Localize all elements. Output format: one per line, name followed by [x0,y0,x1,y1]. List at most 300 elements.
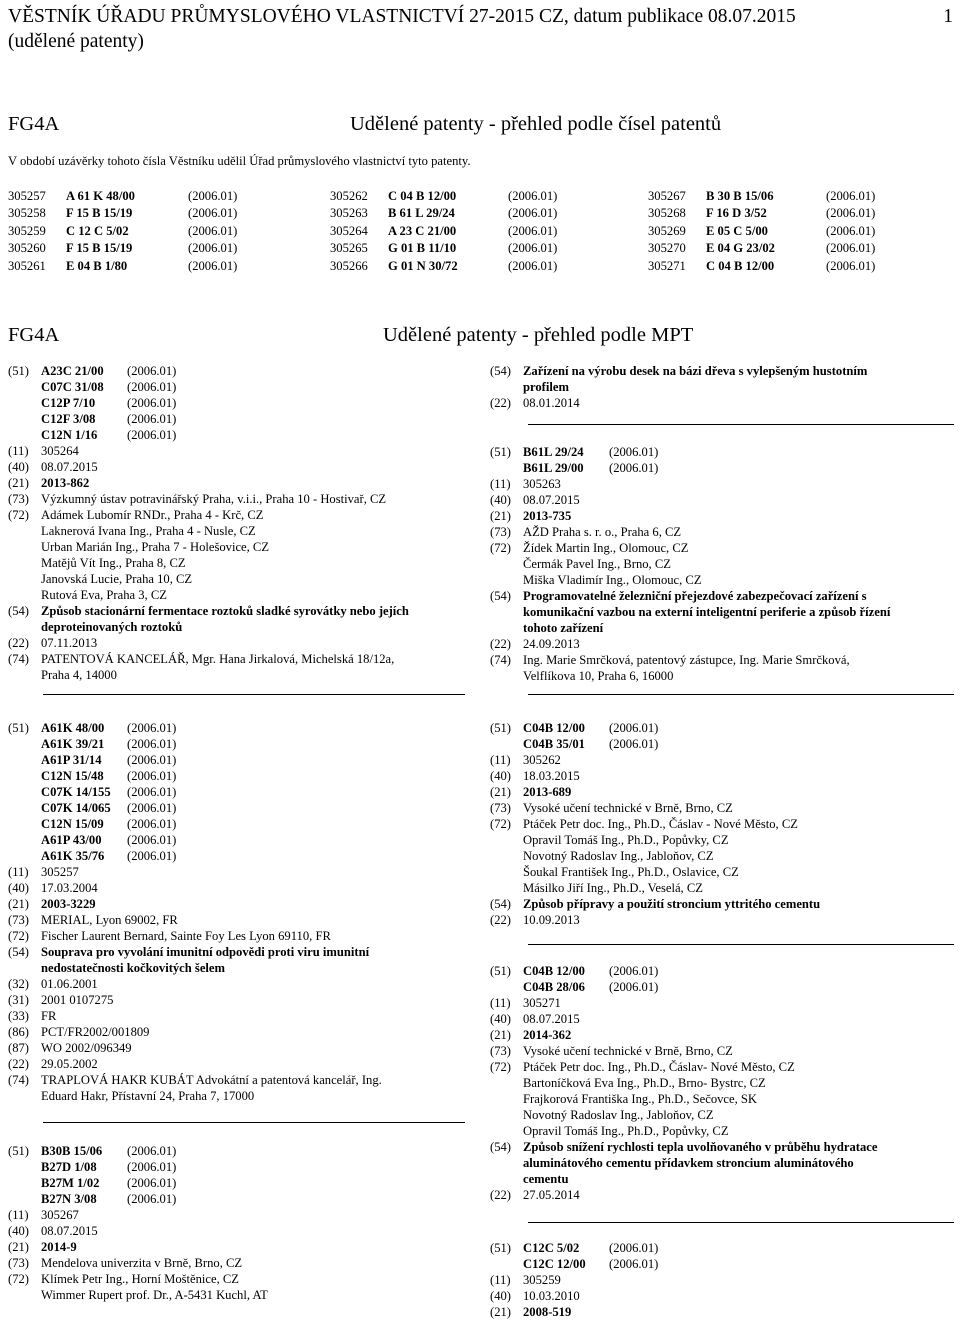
field-code: (21) [8,476,29,490]
ipc-class: C04B 12/00 [523,964,585,978]
patent-number: 305271 [648,258,686,273]
field-code: (11) [490,753,511,767]
ipc-row [8,768,450,784]
field-value: Programovatelné železniční přejezdové zabezpečovací zařízení s [523,589,867,603]
field-code: (33) [8,1009,29,1023]
field-row [490,912,932,928]
patent-number: 305258 [8,206,46,221]
field-value: Ptáček Petr doc. Ing., Ph.D., Čáslav- Nové Město, CZ [523,1060,795,1074]
field-value: 305271 [523,996,561,1010]
field-row [490,752,932,768]
field-value: 305264 [41,444,79,458]
ipc-class: B 30 B 15/06 [706,188,774,203]
ipc-class: B61L 29/00 [523,461,584,475]
field-row [8,587,450,603]
field-code: (21) [490,785,511,799]
field-code: (54) [490,897,511,911]
field-code: (51) [8,364,29,378]
ipc-version: (2006.01) [188,241,238,256]
field-row [490,636,932,652]
field-row [490,1091,932,1107]
ipc-version: (2006.01) [127,1160,177,1174]
field-value: Mendelova univerzita v Brně, Brno, CZ [41,1256,243,1270]
table-row [8,222,896,240]
field-value: Výzkumný ústav potravinářský Praha, v.i.i., Praha 10 - Hostivař, CZ [41,492,387,506]
field-row [490,572,932,588]
field-code: (51) [8,1144,29,1158]
ipc-row [490,460,932,476]
field-value: 2013-862 [41,476,90,490]
field-row [490,1171,932,1187]
patent-number: 305264 [330,223,368,238]
field-code: (74) [490,653,511,667]
field-value: Bartoníčková Eva Ing., Ph.D., Brno- Bystrc, CZ [523,1076,766,1090]
field-row [490,848,932,864]
ipc-class: A61K 39/21 [41,737,105,751]
field-code: (51) [490,445,511,459]
field-code: (72) [490,541,511,555]
field-row [490,668,932,684]
field-value: Vysoké učení technické v Brně, Brno, CZ [523,801,733,815]
field-code: (87) [8,1041,29,1055]
field-code: (11) [490,477,511,491]
field-value: Praha 4, 14000 [41,668,117,682]
ipc-class: C04B 28/06 [523,980,585,994]
field-row [490,896,932,912]
field-value: Zařízení na výrobu desek na bázi dřeva s vylepšeným hustotním [523,364,868,378]
field-code: (22) [8,636,29,650]
field-row [8,1056,450,1072]
field-value: Wimmer Rupert prof. Dr., A-5431 Kuchl, AT [41,1288,268,1302]
field-row [8,459,450,475]
ipc-class: C12P 7/10 [41,396,96,410]
field-value: PATENTOVÁ KANCELÁŘ, Mgr. Hana Jirkalová, Michelská 18/12a, [41,652,395,666]
table-row [8,257,896,275]
page-number: 1 [943,6,953,27]
field-code: (54) [8,604,29,618]
field-row [490,540,932,556]
ipc-version: (2006.01) [609,1241,659,1255]
field-row [8,1223,450,1239]
field-row [8,944,450,960]
record-divider [528,424,954,425]
field-code: (31) [8,993,29,1007]
field-row [8,619,450,635]
ipc-class: E 05 C 5/00 [706,223,768,238]
ipc-class: E 04 B 1/80 [66,258,128,273]
field-row [490,492,932,508]
field-code: (72) [8,929,29,943]
field-value: Novotný Radoslav Ing., Jabloňov, CZ [523,849,714,863]
ipc-version: (2006.01) [127,380,177,394]
field-value: Souprava pro vyvolání imunitní odpovědi proti viru imunitní [41,945,370,959]
field-row [8,992,450,1008]
section1-title: Udělené patenty - přehled podle čísel patentů [350,113,722,135]
field-row [490,1011,932,1027]
field-code: (51) [490,964,511,978]
field-code: (40) [490,769,511,783]
field-code: (74) [8,1073,29,1087]
field-value: Klímek Petr Ing., Horní Moštěnice, CZ [41,1272,239,1286]
ipc-row [490,963,932,979]
field-value: 17.03.2004 [41,881,98,895]
field-value: Způsob přípravy a použití stroncium yttritého cementu [523,897,821,911]
field-code: (22) [8,1057,29,1071]
ipc-class: F 15 B 15/19 [66,206,133,221]
ipc-row [490,1256,932,1272]
journal-subtitle: (udělené patenty) [8,31,144,52]
field-row [490,1139,932,1155]
patent-number: 305263 [330,206,368,221]
field-value: Frajkorová Františka Ing., Ph.D., Sečovce, SK [523,1092,757,1106]
field-value: 2003-3229 [41,897,96,911]
ipc-class: A 23 C 21/00 [388,223,457,238]
field-row [8,1271,450,1287]
field-code: (54) [490,364,511,378]
record-divider [43,694,465,695]
field-row [8,1008,450,1024]
field-row [8,880,450,896]
field-code: (40) [8,460,29,474]
ipc-version: (2006.01) [127,364,177,378]
field-value: Miška Vladimír Ing., Olomouc, CZ [523,573,702,587]
field-row [490,800,932,816]
ipc-row [8,1175,450,1191]
field-value: 08.07.2015 [523,493,580,507]
field-row [8,1287,450,1303]
ipc-version: (2006.01) [609,1257,659,1271]
patent-record [490,720,932,928]
field-value: 27.05.2014 [523,1188,580,1202]
record-divider [528,694,954,695]
field-code: (73) [490,801,511,815]
field-row [490,816,932,832]
patent-record [490,1240,932,1320]
field-row [8,1072,450,1088]
ipc-class: A61K 35/76 [41,849,105,863]
field-row [8,928,450,944]
field-value: FR [41,1009,57,1023]
ipc-version: (2006.01) [826,241,876,256]
patent-number: 305266 [330,258,368,273]
ipc-row [8,816,450,832]
ipc-class: C 12 C 5/02 [66,223,129,238]
ipc-class: C12N 15/09 [41,817,104,831]
ipc-version: (2006.01) [609,461,659,475]
field-code: (74) [8,652,29,666]
patent-number: 305268 [648,206,686,221]
field-code: (86) [8,1025,29,1039]
field-code: (54) [8,945,29,959]
field-code: (73) [8,492,29,506]
patent-number-table [8,187,896,275]
field-value: 2014-9 [41,1240,77,1254]
field-value: Opravil Tomáš Ing., Ph.D., Popůvky, CZ [523,833,729,847]
field-row [490,395,932,411]
field-row [490,524,932,540]
field-value: Čermák Pavel Ing., Brno, CZ [523,557,671,571]
field-value: tohoto zařízení [523,621,604,635]
ipc-row [8,832,450,848]
field-row [8,896,450,912]
field-row [8,1088,450,1104]
field-value: 08.01.2014 [523,396,580,410]
ipc-class: A 61 K 48/00 [66,188,135,203]
field-value: komunikační vazbou na externí inteligentní periferie a způsob řízení [523,605,891,619]
field-code: (22) [490,913,511,927]
field-value: 305259 [523,1273,561,1287]
field-value: Urban Marián Ing., Praha 7 - Holešovice, CZ [41,540,270,554]
field-code: (22) [490,637,511,651]
field-row [490,995,932,1011]
field-row [490,784,932,800]
field-row [490,1075,932,1091]
field-row [490,1123,932,1139]
ipc-class: C07K 14/155 [41,785,111,799]
ipc-version: (2006.01) [826,258,876,273]
field-value: 305257 [41,865,79,879]
ipc-class: B27M 1/02 [41,1176,100,1190]
ipc-version: (2006.01) [127,753,177,767]
ipc-class: B 61 L 29/24 [388,206,455,221]
field-value: 2008-519 [523,1305,572,1319]
ipc-class: C07K 14/065 [41,801,111,815]
field-row [490,476,932,492]
ipc-row [490,1240,932,1256]
patent-number: 305262 [330,188,368,203]
field-code: (73) [490,525,511,539]
ipc-row [490,444,932,460]
ipc-version: (2006.01) [127,1176,177,1190]
ipc-row [8,363,450,379]
field-code: (73) [490,1044,511,1058]
field-row [490,508,932,524]
field-value: profilem [523,380,569,394]
field-value: Novotný Radoslav Ing., Jabloňov, CZ [523,1108,714,1122]
field-value: WO 2002/096349 [41,1041,132,1055]
patent-number: 305267 [648,188,686,203]
ipc-version: (2006.01) [508,188,558,203]
field-code: (11) [490,996,511,1010]
field-row [490,768,932,784]
field-code: (21) [490,509,511,523]
field-code: (21) [490,1028,511,1042]
field-row [490,652,932,668]
ipc-class: G 01 N 30/72 [388,258,458,273]
field-code: (51) [490,721,511,735]
section1-intro: V období uzávěrky tohoto čísla Věstníku udělil Úřad průmyslového vlastnictví tyto patenty. [8,154,471,168]
patent-number: 305265 [330,241,368,256]
field-value: Způsob stacionární fermentace roztoků sladké syrovátky nebo jejích [41,604,409,618]
patent-number: 305261 [8,258,46,273]
ipc-version: (2006.01) [609,980,659,994]
field-value: Ing. Marie Smrčková, patentový zástupce, Ing. Marie Smrčková, [523,653,850,667]
ipc-class: A23C 21/00 [41,364,104,378]
field-code: (40) [490,1289,511,1303]
ipc-version: (2006.01) [188,188,238,203]
ipc-version: (2006.01) [508,258,558,273]
field-value: 2013-735 [523,509,572,523]
ipc-row [8,1191,450,1207]
ipc-version: (2006.01) [508,241,558,256]
ipc-class: A61K 48/00 [41,721,105,735]
section2-code: FG4A [8,324,60,346]
ipc-version: (2006.01) [609,721,659,735]
field-row [8,960,450,976]
ipc-version: (2006.01) [127,769,177,783]
field-code: (11) [8,1208,29,1222]
field-value: 2001 0107275 [41,993,114,1007]
ipc-version: (2006.01) [508,223,558,238]
field-value: 18.03.2015 [523,769,580,783]
ipc-version: (2006.01) [609,445,659,459]
field-value: 2014-362 [523,1028,572,1042]
field-row [490,1304,932,1320]
field-row [8,1239,450,1255]
field-value: deproteinovaných roztoků [41,620,183,634]
field-value: 01.06.2001 [41,977,98,991]
ipc-row [490,736,932,752]
journal-title: VĚSTNÍK ÚŘADU PRŮMYSLOVÉHO VLASTNICTVÍ 27-2015 CZ, datum publikace 08.07.2015 [8,6,796,27]
field-code: (51) [8,721,29,735]
field-row [8,603,450,619]
field-value: 29.05.2002 [41,1057,98,1071]
field-row [490,1155,932,1171]
ipc-class: A61P 43/00 [41,833,102,847]
field-row [8,667,450,683]
ipc-row [8,379,450,395]
patent-record [490,963,932,1203]
field-code: (73) [8,1256,29,1270]
field-code: (72) [490,817,511,831]
field-code: (21) [490,1305,511,1319]
field-row [8,1024,450,1040]
field-value: 07.11.2013 [41,636,98,650]
ipc-version: (2006.01) [127,428,177,442]
field-code: (40) [490,1012,511,1026]
ipc-row [8,848,450,864]
field-value: 305262 [523,753,561,767]
ipc-class: F 16 D 3/52 [706,206,767,221]
field-value: Fischer Laurent Bernard, Sainte Foy Les Lyon 69110, FR [41,929,331,943]
ipc-version: (2006.01) [127,1192,177,1206]
field-value: 305267 [41,1208,79,1222]
table-row [8,187,896,205]
field-row [8,507,450,523]
ipc-row [8,784,450,800]
field-row [490,1288,932,1304]
field-row [8,555,450,571]
field-value: 08.07.2015 [41,1224,98,1238]
ipc-class: C12N 1/16 [41,428,98,442]
field-row [490,1272,932,1288]
ipc-version: (2006.01) [826,206,876,221]
field-value: 10.03.2010 [523,1289,580,1303]
field-value: Adámek Lubomír RNDr., Praha 4 - Krč, CZ [41,508,264,522]
field-row [490,864,932,880]
patent-number: 305260 [8,241,46,256]
ipc-row [8,395,450,411]
record-divider [528,1222,954,1223]
field-value: Opravil Tomáš Ing., Ph.D., Popůvky, CZ [523,1124,729,1138]
field-row [8,539,450,555]
page-header [8,4,953,54]
ipc-row [8,411,450,427]
ipc-class: C04B 35/01 [523,737,585,751]
ipc-version: (2006.01) [127,412,177,426]
field-code: (40) [8,1224,29,1238]
patent-record [8,363,450,683]
ipc-row [8,736,450,752]
ipc-version: (2006.01) [127,721,177,735]
ipc-version: (2006.01) [826,188,876,203]
ipc-version: (2006.01) [609,737,659,751]
ipc-row [8,800,450,816]
field-value: Vysoké učení technické v Brně, Brno, CZ [523,1044,733,1058]
field-value: 10.09.2013 [523,913,580,927]
ipc-version: (2006.01) [127,833,177,847]
record-divider [528,944,954,945]
field-code: (72) [8,508,29,522]
ipc-row [8,752,450,768]
ipc-row [8,720,450,736]
patent-record [490,363,932,411]
ipc-class: B27D 1/08 [41,1160,97,1174]
ipc-version: (2006.01) [188,258,238,273]
field-code: (72) [490,1060,511,1074]
field-value: MERIAL, Lyon 69002, FR [41,913,178,927]
ipc-class: C 04 B 12/00 [388,188,457,203]
ipc-class: C12N 15/48 [41,769,104,783]
ipc-class: E 04 G 23/02 [706,241,775,256]
field-row [490,620,932,636]
field-row [490,880,932,896]
record-divider [43,1122,465,1123]
ipc-class: B27N 3/08 [41,1192,97,1206]
field-row [490,1107,932,1123]
field-row [8,651,450,667]
ipc-version: (2006.01) [127,801,177,815]
field-code: (54) [490,1140,511,1154]
field-code: (40) [8,881,29,895]
ipc-class: C04B 12/00 [523,721,585,735]
field-code: (11) [490,1273,511,1287]
ipc-row [8,427,450,443]
field-value: Ptáček Petr doc. Ing., Ph.D., Čáslav - Nové Město, CZ [523,817,798,831]
field-row [8,1040,450,1056]
ipc-version: (2006.01) [508,206,558,221]
ipc-class: C12C 5/02 [523,1241,580,1255]
field-row [8,912,450,928]
ipc-version: (2006.01) [127,737,177,751]
ipc-version: (2006.01) [127,785,177,799]
ipc-class: C07C 31/08 [41,380,104,394]
ipc-class: C12C 12/00 [523,1257,586,1271]
ipc-class: G 01 B 11/10 [388,241,457,256]
field-value: Laknerová Ivana Ing., Praha 4 - Nusle, CZ [41,524,256,538]
ipc-version: (2006.01) [188,206,238,221]
section1-code: FG4A [8,113,60,135]
ipc-row [8,1159,450,1175]
ipc-class: C12F 3/08 [41,412,96,426]
field-row [490,588,932,604]
ipc-row [490,979,932,995]
field-row [8,443,450,459]
field-code: (22) [490,1188,511,1202]
field-value: nedostatečnosti kočkovitých šelem [41,961,225,975]
field-value: 08.07.2015 [41,460,98,474]
patent-number: 305257 [8,188,46,203]
